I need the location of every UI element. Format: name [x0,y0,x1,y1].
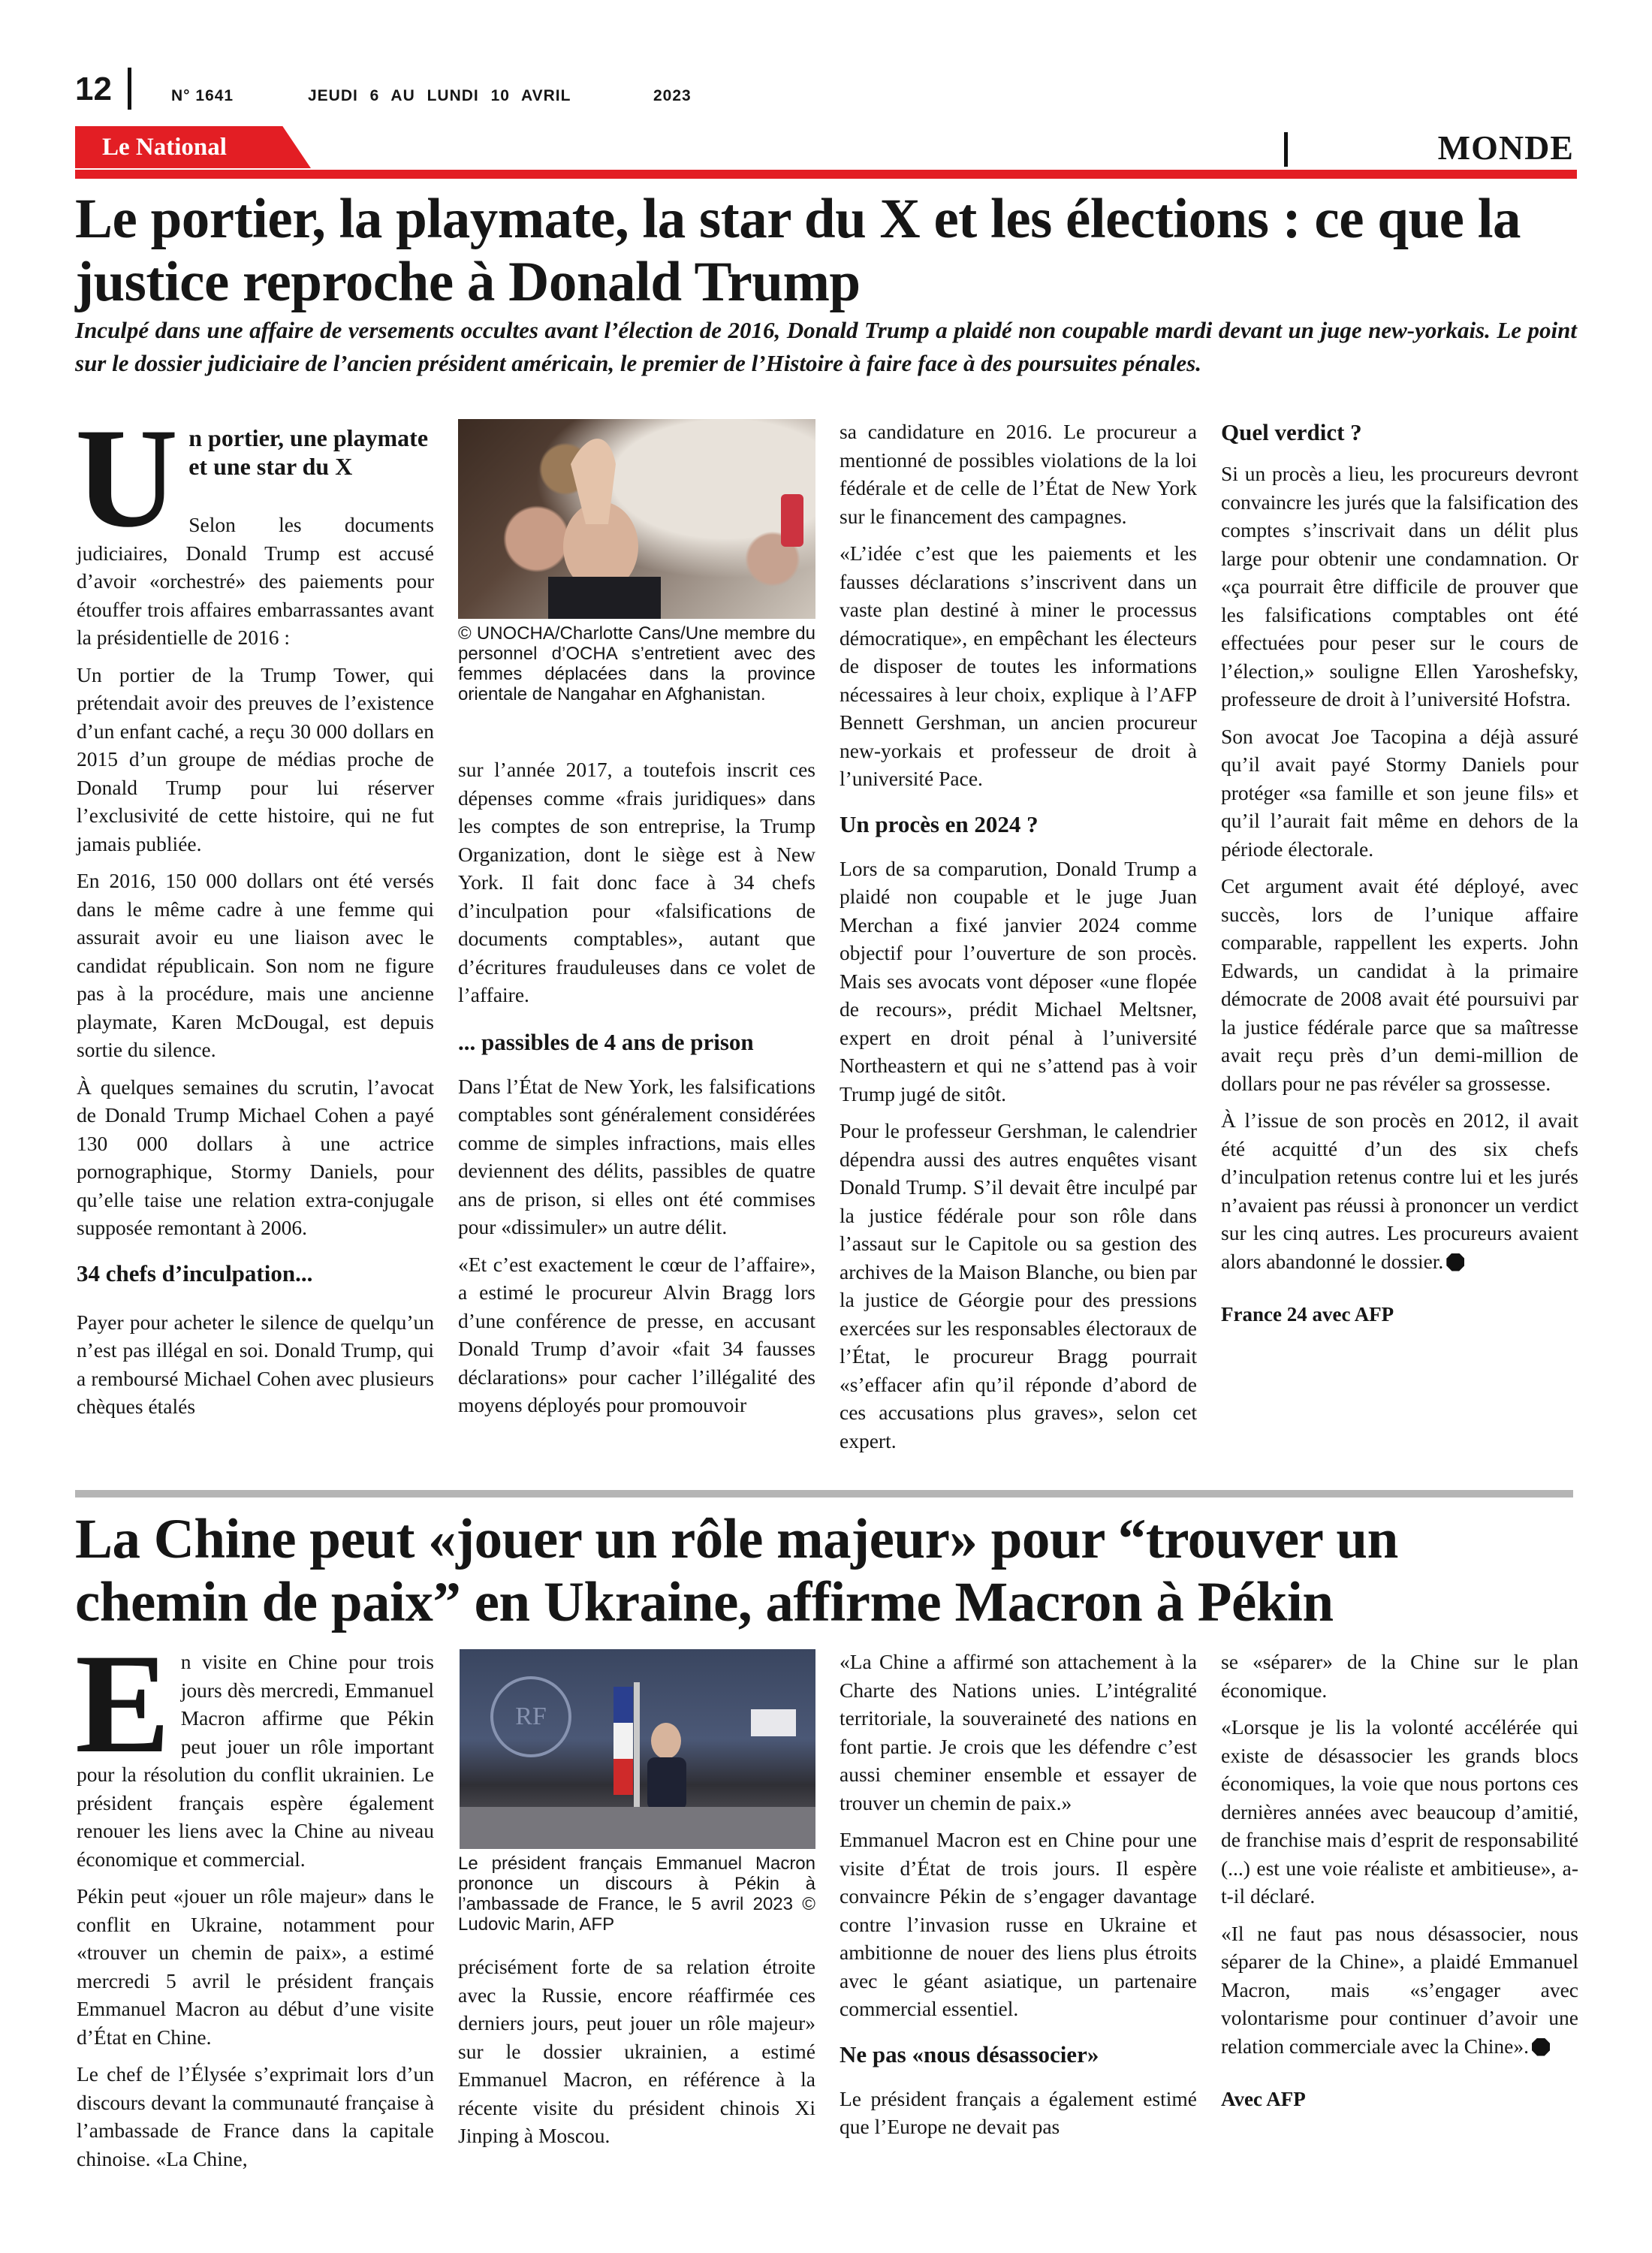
page-number-divider [128,68,131,110]
brand-name: Le National [102,134,227,161]
issue-date: JEUDI 6 AU LUNDI 10 AVRIL [308,87,571,104]
article-separator [75,1490,1573,1497]
paragraph [1221,1920,1578,2061]
paragraph: «Lorsque je lis la volonté accélérée qui existe de désassocier les grands blocs économiques, la voie que nous portons ces dernières années avec beaucoup d’amitié, de franchise mais d’esprit de responsabilité (...) est une voie réaliste et ambitieuse», a-t-il déclaré. [1221,1715,1578,1908]
paragraph: «L’idée c’est que les paiements et les fausses déclarations s’inscrivent dans un vaste plan destiné à miner le processus démocratique», en empêchant les électeurs de disposer de toutes les informations nécessaires à leur choix, explique à l’AFP Bennett Gershman, un ancien procureur new-yorkais et professeur de droit à l’université Pace. [840,541,1197,790]
photo-illustration [458,419,815,619]
subheading: Un procès en 2024 ? [840,810,1039,837]
drop-cap: E [75,1625,170,1783]
end-mark-icon [1532,2038,1550,2056]
macron-photo [460,1649,815,1849]
article2-column-4 [1221,1648,1578,2123]
paragraph: sur l’année 2017, a toutefois inscrit ces dépenses comme «frais juridiques» dans les comptes de son entreprise, la Trump Organization, dont le siège est à New York. Il fait donc face à 34 chefs d’inculpation pour «falsifications de documents comptables», autant que d’écritures frauduleuses dans ce volet de l’affaire. [458,758,815,1006]
paragraph: Emmanuel Macron est en Chine pour une visite d’État de trois jours. Il espère convaincre Pékin de s’engager davantage contre l’invasion russe en Ukraine et ambitionne de nouer des liens plus étroits avec le géant asiatique, un partenaire commercial essentiel. [840,1828,1197,2020]
paragraph: Cet argument avait été déployé, avec succès, lors de l’unique affaire comparable, rappellent les experts. John Edwards, un candidat à la primaire démocrate de 2008 avait été poursuivi par la justice fédérale parce que sa maîtresse avait reçu près d’un demi-million de dollars pour ne pas révéler sa grossesse. [1221,874,1578,1095]
paragraph: Selon les documents judiciaires, Donald Trump est accusé d’avoir «orchestré» des paiements pour étouffer trois affaires embarrassantes avant la présidentielle de 2016 : [77,513,434,649]
paragraph: Le chef de l’Élysée s’exprimait lors d’un discours devant la communauté française à l’ambassade de France dans la capitale chinoise. «La Chine, [77,2062,434,2170]
paragraph: En 2016, 150 000 dollars ont été versés dans le même cadre à une femme qui assurait avoir eu une liaison avec le candidat républicain. Son nom ne figure pas à la procédure, mais une ancienne playmate, Karen McDougal, est depuis sortie du silence. [77,869,434,1061]
issue-number: N° 1641 [171,87,234,104]
svg-text:RF: RF [515,1703,547,1730]
article1-column-3 [840,418,1197,1464]
article2-column-2 [458,1953,815,2159]
paragraph: Payer pour acheter le silence de quelqu’un n’est pas illégal en soi. Donald Trump, qui a remboursé Michael Cohen avec plusieurs chèques étalés [77,1310,434,1418]
section-title: MONDE [1437,128,1574,167]
paragraph: Si un procès a lieu, les procureurs devront convaincre les jurés que la falsification des comptes s’inscrivait dans un délit plus large pour obtenir une condamnation. Or «ça pourrait être difficile de prouver que les falsifications comptables ont été effectuées pour peser sur le cours de l’élection,» souligne Ellen Yaroshefsky, professeure de droit à l’université Hofstra. [1221,462,1578,710]
paragraph-text: «Il ne faut pas nous désassocier, nous séparer de la Chine», a plaidé Emmanuel Macron, mais «s’engager avec volontarisme pour continuer d’avoir une relation commerciale avec la Chine». [1221,1921,1578,2058]
article1-column-4 [1221,418,1578,1338]
subheading: Ne pas «nous désassocier» [840,2040,1099,2068]
photo-caption: Le président français Emmanuel Macron prononce un discours à Pékin à l’ambassade de France, le 5 avril 2023 © Ludovic Marin, AFP [458,1853,815,1935]
article1-column-1 [75,400,434,1430]
article1-column-2 [458,756,815,1428]
paragraph: sa candidature en 2016. Le procureur a mentionné de possibles violations de la loi fédérale et de celle de l’État de New York sur le financement des campagnes. [840,420,1197,528]
trump-photo [458,419,815,619]
article-credit: Avec AFP [1221,2088,1306,2110]
header-rule [75,170,1577,179]
paragraph: Son avocat Joe Tacopina a déjà assuré qu’il avait payé Stormy Daniels pour protéger «sa famille et son jeune fils» et qu’il l’aurait fait même en dehors de la période électorale. [1221,724,1578,861]
paragraph: Le président français a également estimé que l’Europe ne devait pas [840,2086,1197,2138]
article2-column-1 [75,1625,434,2182]
article-headline: La Chine peut «jouer un rôle majeur» pour “trouver un chemin de paix” en Ukraine, affirme Macron à Pékin [75,1508,1398,1633]
article-headline: Le portier, la playmate, la star du X et les élections : ce que la justice reproche à Donald Trump [75,188,1521,313]
photo-illustration [460,1649,815,1849]
article2-column-3 [840,1648,1197,2150]
section-divider [1284,132,1288,167]
paragraph: Pour le professeur Gershman, le calendrier dépendra aussi des autres enquêtes visant Donald Trump. S’il devait être inculpé par la justice fédérale pour son rôle dans l’assaut sur le Capitole ou sa gestion des archives de la Maison Blanche, ou bien par la justice de Géorgie pour des pressions exercées sur les responsables électoraux de l’État, le procureur Bragg pourrait «s’effacer afin qu’il réponde d’abord de ces accusations plus graves», selon cet expert. [840,1119,1197,1452]
paragraph: Dans l’État de New York, les falsifications comptables sont généralement considérées comme de simples infractions, mais elles deviennent des délits, passibles de quatre ans de prison, si elles ont été commises pour «dissimuler» un autre délit. [458,1074,815,1238]
paragraph: Lors de sa comparution, Donald Trump a plaidé non coupable et le juge Juan Merchan a fixé janvier 2024 comme objectif pour l’ouverture de son procès. Mais ses avocats vont déposer «une flopée de recours», prédit Michael Meltsner, expert en droit pénal à l’université Northeastern et qui ne s’attend pas à voir Trump jugé de sitôt. [840,856,1197,1105]
drop-cap: U [75,400,179,557]
photo-caption: © UNOCHA/Charlotte Cans/Une membre du personnel d’OCHA s’entretient avec des femmes déplacées dans la province orientale de Nangahar en Afghanistan. [458,623,815,704]
paragraph: Pékin peut «jouer un rôle majeur» dans le conflit en Ukraine, notamment pour «trouver un chemin de paix», a estimé mercredi 5 avril le président français Emmanuel Macron au début d’une visite d’État en Chine. [77,1884,434,2049]
paragraph: «Et c’est exactement le cœur de l’affaire», a estimé le procureur Alvin Bragg lors d’une conférence de presse, en accusant Donald Trump d’avoir «fait 34 fausses déclarations» pour cacher l’illégalité des moyens déployés pour promouvoir [458,1252,815,1416]
lead-kicker: n portier, une playmate et une star du X [188,424,429,480]
paragraph: «La Chine a affirmé son attachement à la Charte des Nations unies. L’intégralité territoriale, la souveraineté des nations en font partie. Je crois que les défendre c’est aussi cheminer ensemble et essayer de trouver un chemin de paix.» [840,1650,1197,1814]
paragraph [1221,1106,1578,1275]
paragraph: n visite en Chine pour trois jours dès mercredi, Emmanuel Macron affirme que Pékin peut jouer un rôle important pour la résolution du conflit ukrainien. Le président français espère également renouer les liens avec la Chine au niveau économique et commercial. [77,1650,434,1871]
end-mark-icon [1446,1253,1464,1271]
paragraph: À quelques semaines du scrutin, l’avocat de Donald Trump Michael Cohen a payé 130 000 dollars à une actrice pornographique, Stormy Daniels, pour qu’elle taise une relation extra-conjugale supposée remontant à 2006. [77,1075,434,1239]
paragraph: se «séparer» de la Chine sur le plan économique. [1221,1650,1578,1702]
article-credit: France 24 avec AFP [1221,1303,1394,1326]
paragraph: Un portier de la Trump Tower, qui prétendait avoir des preuves de l’existence d’un enfant caché, a reçu 30 000 dollars en 2015 d’un groupe de médias proche de Donald Trump pour lui réserver l’exclusivité de cette histoire, qui ne fut jamais publiée. [77,662,434,855]
page-number: 12 [75,71,112,107]
article-deck: Inculpé dans une affaire de versements occultes avant l’élection de 2016, Donald Trump a plaidé non coupable mardi devant un juge new-yorkais. Le point sur le dossier judiciaire de l’ancien président américain, le premier de l’Histoire à faire face à des poursuites pénales. [75,317,1577,376]
paragraph-text: À l’issue de son procès en 2012, il avait été acquitté d’un des six chefs d’inculpation retenus contre lui et les jurés n’avaient pas réussi à prononcer un verdict sur les cinq autres. Les procureurs avaient alors abandonné le dossier. [1221,1108,1578,1273]
paragraph: précisément forte de sa relation étroite avec la Russie, encore réaffirmée ces derniers jours, peut jouer un rôle majeur» sur le dossier ukrainien, a estimé Emmanuel Macron, en référence à la récente visite du président chinois Xi Jinping à Moscou. [458,1955,815,2147]
issue-year: 2023 [653,87,692,104]
subheading: ... passibles de 4 ans de prison [458,1028,754,1055]
subheading: Quel verdict ? [1221,419,1362,445]
subheading: 34 chefs d’inculpation... [77,1259,313,1286]
